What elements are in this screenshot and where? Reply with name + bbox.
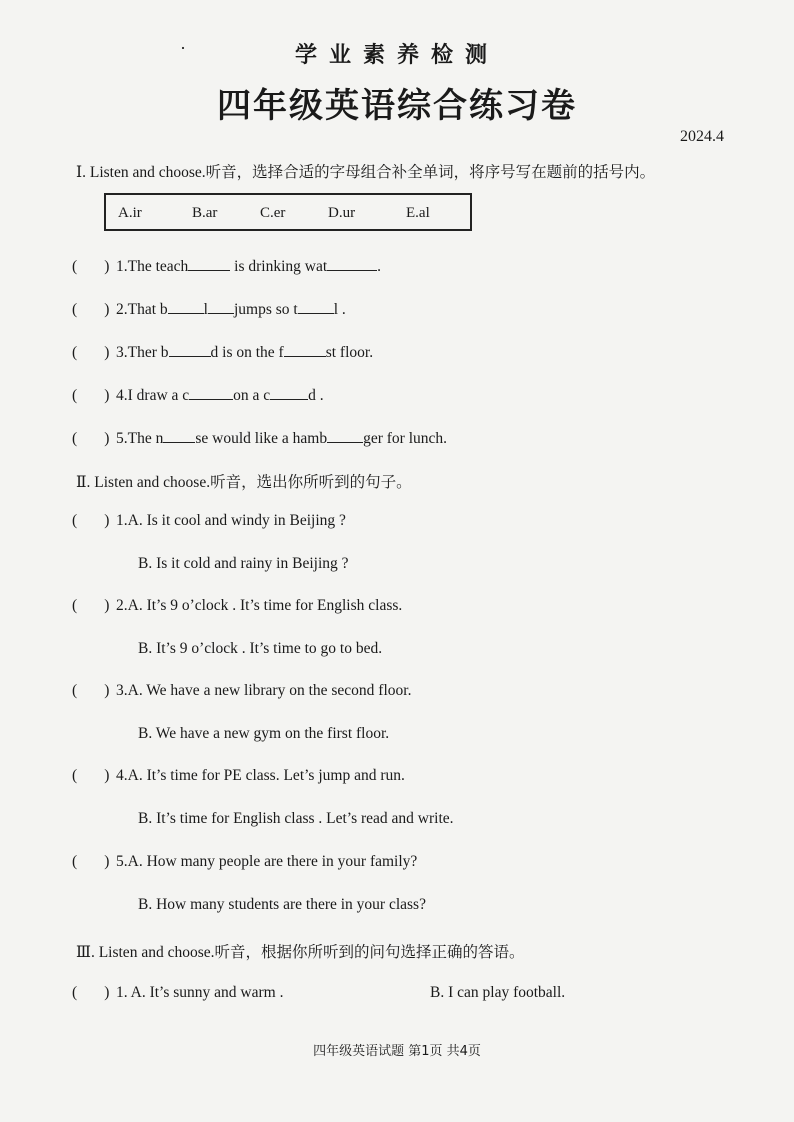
main-title: 四年级英语综合练习卷: [217, 86, 577, 126]
dot-mark: ·: [180, 38, 186, 58]
s1-item-3: ( ) 3.Ther b d is on the f st floor.: [72, 344, 374, 361]
answer-paren[interactable]: ( ): [72, 387, 110, 404]
s2-item-1b: B. Is it cold and rainy in Beijing ?: [138, 555, 349, 572]
section2-heading: Ⅱ. Listen and choose.听音，选出你所听到的句子。: [76, 474, 412, 491]
s2-item-4a: ( ) 4.A. It’s time for PE class. Let’s jump and run.: [72, 767, 405, 784]
answer-paren[interactable]: ( ): [72, 430, 110, 447]
s2-item-2a: ( ) 2.A. It’s 9 o’clock . It’s time for English class.: [72, 597, 403, 614]
date: 2024.4: [680, 128, 724, 145]
s2-item-4b: B. It’s time for English class . Let’s read and write.: [138, 810, 454, 827]
s2-item-3b: B. We have a new gym on the first floor.: [138, 725, 390, 742]
section1-heading: Ⅰ. Listen and choose.听音，选择合适的字母组合补全单词，将序号写在题前的括号内。: [76, 164, 656, 181]
choice-box: [104, 193, 472, 231]
page-footer: 四年级英语试题 第1页 共4页: [313, 1044, 481, 1059]
answer-paren[interactable]: ( ): [72, 512, 110, 529]
answer-paren[interactable]: ( ): [72, 258, 110, 275]
choice-c: C.er: [260, 205, 286, 221]
section3-heading: Ⅲ. Listen and choose.听音，根据你所听到的问句选择正确的答语。: [76, 944, 525, 961]
answer-paren[interactable]: ( ): [72, 301, 110, 318]
answer-paren[interactable]: ( ): [72, 344, 110, 361]
header-top-title: 学业素养检测: [294, 43, 499, 68]
s2-item-5b: B. How many students are there in your class?: [138, 896, 426, 913]
answer-paren[interactable]: ( ): [72, 767, 110, 784]
s2-item-5a: ( ) 5.A. How many people are there in your family?: [72, 853, 418, 870]
s3-item-1b: B. I can play football.: [430, 984, 566, 1001]
s1-item-2: ( ) 2.That b l jumps so t l .: [72, 301, 346, 318]
choice-d: D.ur: [328, 205, 356, 221]
s1-item-1: ( ) 1.The teach is drinking wat .: [72, 258, 382, 275]
s3-item-1a: ( ) 1. A. It’s sunny and warm .: [72, 984, 284, 1001]
choice-b: B.ar: [192, 205, 218, 221]
choice-a: A.ir: [118, 205, 142, 221]
s1-item-4: ( ) 4.I draw a c on a c d .: [72, 387, 324, 404]
s2-item-2b: B. It’s 9 o’clock . It’s time to go to bed.: [138, 640, 383, 657]
s2-item-1a: ( ) 1.A. Is it cool and windy in Beijing ?: [72, 512, 346, 529]
answer-paren[interactable]: ( ): [72, 682, 110, 699]
choice-e: E.al: [406, 205, 430, 221]
s1-item-5: ( ) 5.The n se would like a hamb ger for lunch.: [72, 430, 448, 447]
s2-item-3a: ( ) 3.A. We have a new library on the second floor.: [72, 682, 412, 699]
answer-paren[interactable]: ( ): [72, 984, 110, 1001]
answer-paren[interactable]: ( ): [72, 597, 110, 614]
answer-paren[interactable]: ( ): [72, 853, 110, 870]
